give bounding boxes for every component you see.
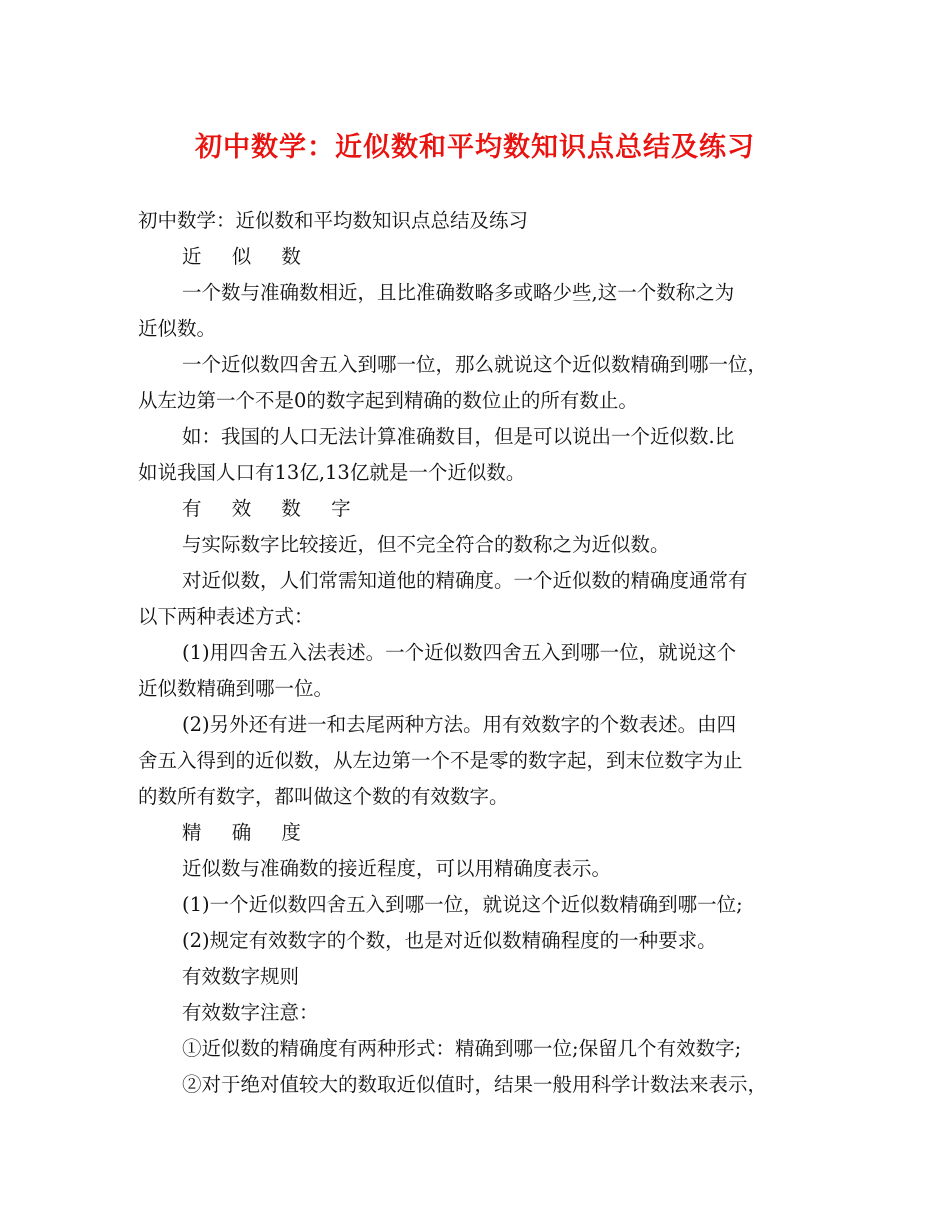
list-item: ②对于绝对值较大的数取近似值时，结果一般用科学计数法来表示， — [182, 1073, 768, 1096]
paragraph-line: (1)一个近似数四舍五入到哪一位，就说这个近似数精确到哪一位; — [182, 893, 743, 916]
document-body — [138, 203, 828, 1103]
document-title: 初中数学：近似数和平均数知识点总结及练习 — [195, 132, 755, 163]
paragraph-line: 近似数精确到哪一位。 — [138, 677, 334, 700]
paragraph-line: 对近似数，人们常需知道他的精确度。一个近似数的精确度通常有 — [182, 569, 748, 592]
paragraph-line: 如说我国人口有13亿,13亿就是一个近似数。 — [138, 461, 526, 484]
body-line-intro: 初中数学：近似数和平均数知识点总结及练习 — [138, 209, 529, 232]
list-item: ①近似数的精确度有两种形式：精确到哪一位;保留几个有效数字; — [182, 1037, 742, 1060]
paragraph-line: 近似数与准确数的接近程度，可以用精确度表示。 — [182, 857, 612, 880]
paragraph-line: (2)规定有效数字的个数，也是对近似数精确程度的一种要求。 — [182, 929, 717, 952]
paragraph-line: (2)另外还有进一和去尾两种方法。用有效数字的个数表述。由四 — [182, 713, 737, 736]
paragraph-line: (1)用四舍五入法表述。一个近似数四舍五入到哪一位，就说这个 — [182, 641, 737, 664]
paragraph-line: 舍五入得到的近似数，从左边第一个不是零的数字起，到末位数字为止 — [138, 749, 743, 772]
paragraph-line: 有效数字注意： — [182, 1001, 319, 1024]
paragraph-line: 与实际数字比较接近，但不完全符合的数称之为近似数。 — [182, 533, 670, 556]
paragraph-line: 以下两种表述方式： — [138, 605, 314, 628]
section-heading-approximate-number: 近 似 数 — [182, 245, 313, 268]
section-heading-rules: 有效数字规则 — [182, 965, 300, 988]
section-heading-significant-figures: 有 效 数 字 — [182, 497, 363, 520]
paragraph-line: 从左边第一个不是0的数字起到精确的数位止的所有数止。 — [138, 389, 638, 412]
paragraph-line: 近似数。 — [138, 317, 217, 340]
paragraph-line: 一个近似数四舍五入到哪一位，那么就说这个近似数精确到哪一位， — [182, 353, 768, 376]
paragraph-line: 一个数与准确数相近，且比准确数略多或略少些,这一个数称之为 — [182, 281, 735, 304]
section-heading-precision: 精 确 度 — [182, 821, 313, 844]
paragraph-line: 的数所有数字，都叫做这个数的有效数字。 — [138, 785, 509, 808]
paragraph-line: 如：我国的人口无法计算准确数目，但是可以说出一个近似数.比 — [182, 425, 735, 448]
